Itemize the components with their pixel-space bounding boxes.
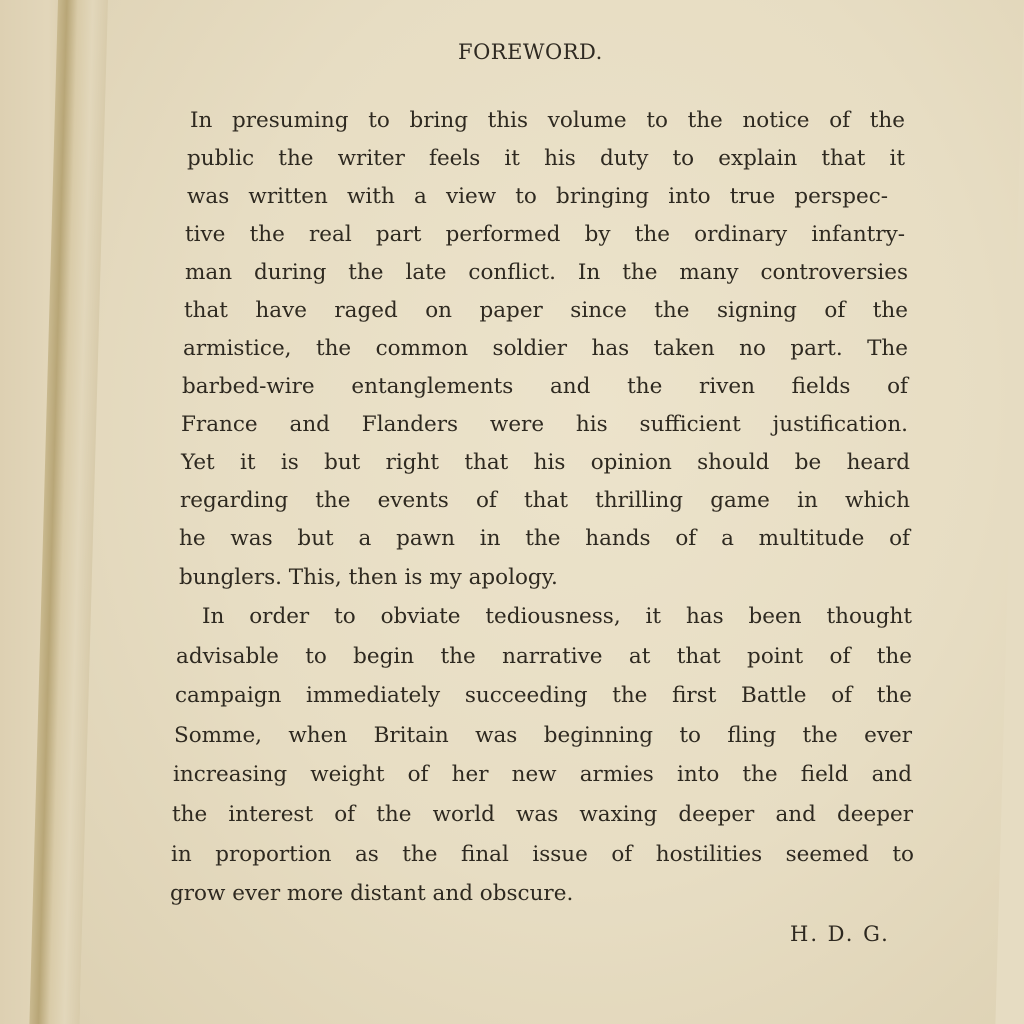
text-line: bunglers. This, then is my apology. [179,565,558,590]
text-line: armistice, the common soldier has taken no part. The [183,336,908,361]
text-line: in proportion as the final issue of hostilities seemed to [171,842,914,867]
text-line: In order to obviate tediousness, it has been thought [202,604,912,629]
page-title: FOREWORD. [458,40,603,64]
signature: H. D. G. [790,922,890,946]
text-line: regarding the events of that thrilling game in which [180,488,910,513]
text-line: he was but a pawn in the hands of a multitude of [179,526,910,551]
text-line: the interest of the world was waxing deeper and deeper [172,802,913,827]
text-line: increasing weight of her new armies into the field and [173,762,912,787]
text-line: man during the late conflict. In the many controversies [185,260,908,285]
text-line: Somme, when Britain was beginning to fling the ever [174,723,912,748]
text-line: Yet it is but right that his opinion should be heard [181,450,910,475]
text-line: advisable to begin the narrative at that point of the [176,644,912,669]
text-line: was written with a view to bringing into true perspec- [187,184,888,209]
text-line: that have raged on paper since the signing of the [184,298,908,323]
text-line: France and Flanders were his sufficient justification. [181,412,908,437]
text-line: grow ever more distant and obscure. [170,881,574,906]
text-line: public the writer feels it his duty to explain that it [187,146,905,171]
text-line: In presuming to bring this volume to the notice of the [190,108,905,133]
text-line: barbed-wire entanglements and the riven fields of [182,374,908,399]
text-line: campaign immediately succeeding the first Battle of the [175,683,912,708]
text-line: tive the real part performed by the ordinary infantry- [185,222,905,247]
